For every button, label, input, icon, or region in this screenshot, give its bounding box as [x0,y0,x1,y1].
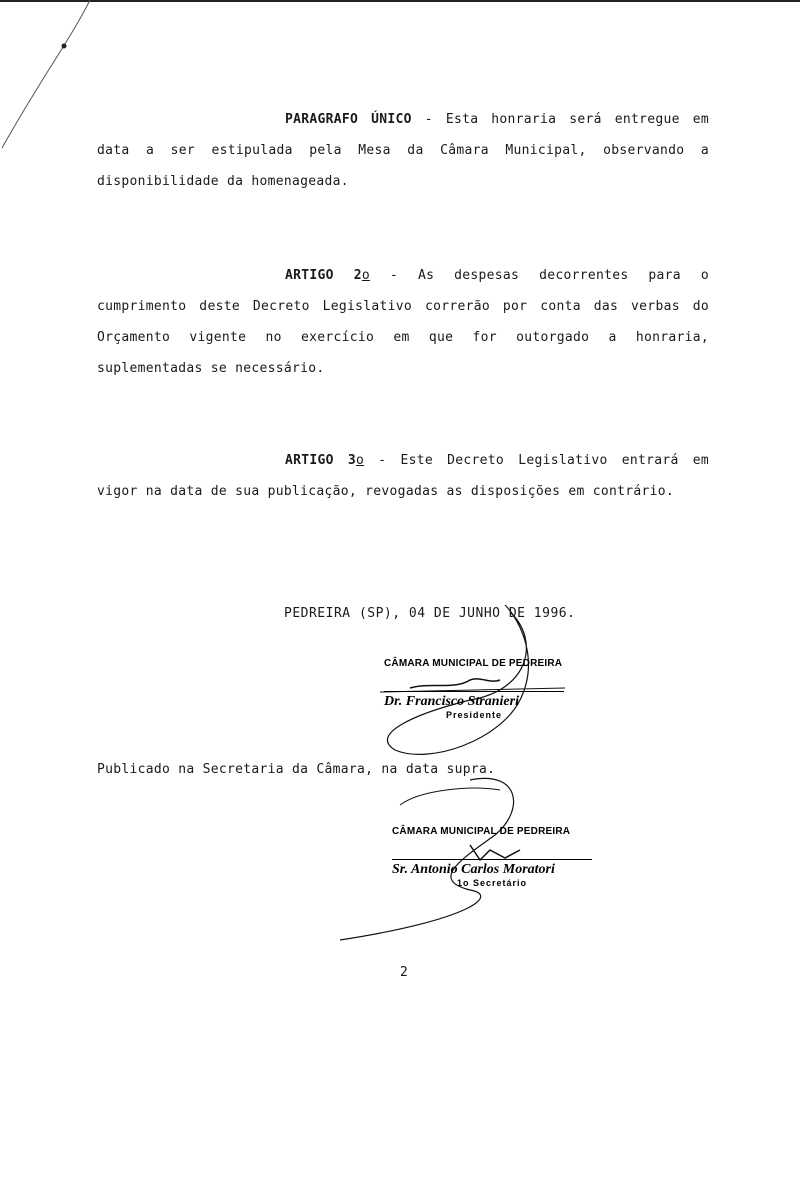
date-line: PEDREIRA (SP), 04 DE JUNHO DE 1996. [284,606,576,621]
secretary-name: Sr. Antonio Carlos Moratori [392,862,555,877]
paragrafo-unico [97,104,709,197]
artigo-2-body: - As despesas decorrentes para o cumprimento deste Decreto Legislativo correrão por conta das verbas do Orçamento vigente no exercício em que for outorgado a honraria, suplementadas se necessário. [97,268,709,376]
paragrafo-heading: PARAGRAFO ÚNICO [285,112,412,127]
secretary-signature-line [392,859,592,860]
president-role: Presidente [445,710,503,720]
president-stamp-org: CÂMARA MUNICIPAL DE PEDREIRA [384,658,563,669]
publication-note: Publicado na Secretaria da Câmara, na data supra. [97,762,496,777]
artigo-2-heading: ARTIGO 2 [285,268,362,283]
paragrafo-body: - Esta honraria será entregue em data a ser estipulada pela Mesa da Câmara Municipal, observando a disponibilidade da homenageada. [97,112,709,189]
artigo-3 [97,445,709,507]
president-name: Dr. Francisco Stranieri [384,694,519,709]
artigo-2-ordinal: o [361,268,370,283]
president-stamp [384,658,564,720]
secretary-stamp-org: CÂMARA MUNICIPAL DE PEDREIRA [392,826,571,837]
secretary-role: 1o Secretário [456,878,528,888]
artigo-3-heading: ARTIGO 3 [285,453,357,468]
artigo-3-ordinal: o [356,453,365,468]
secretary-stamp [392,826,592,888]
artigo-2 [97,260,709,384]
page-number: 2 [400,965,408,980]
president-signature-line [384,691,564,692]
artigo-3-body: - Este Decreto Legislativo entrará em vigor na data de sua publicação, revogadas as disposições em contrário. [97,453,709,499]
